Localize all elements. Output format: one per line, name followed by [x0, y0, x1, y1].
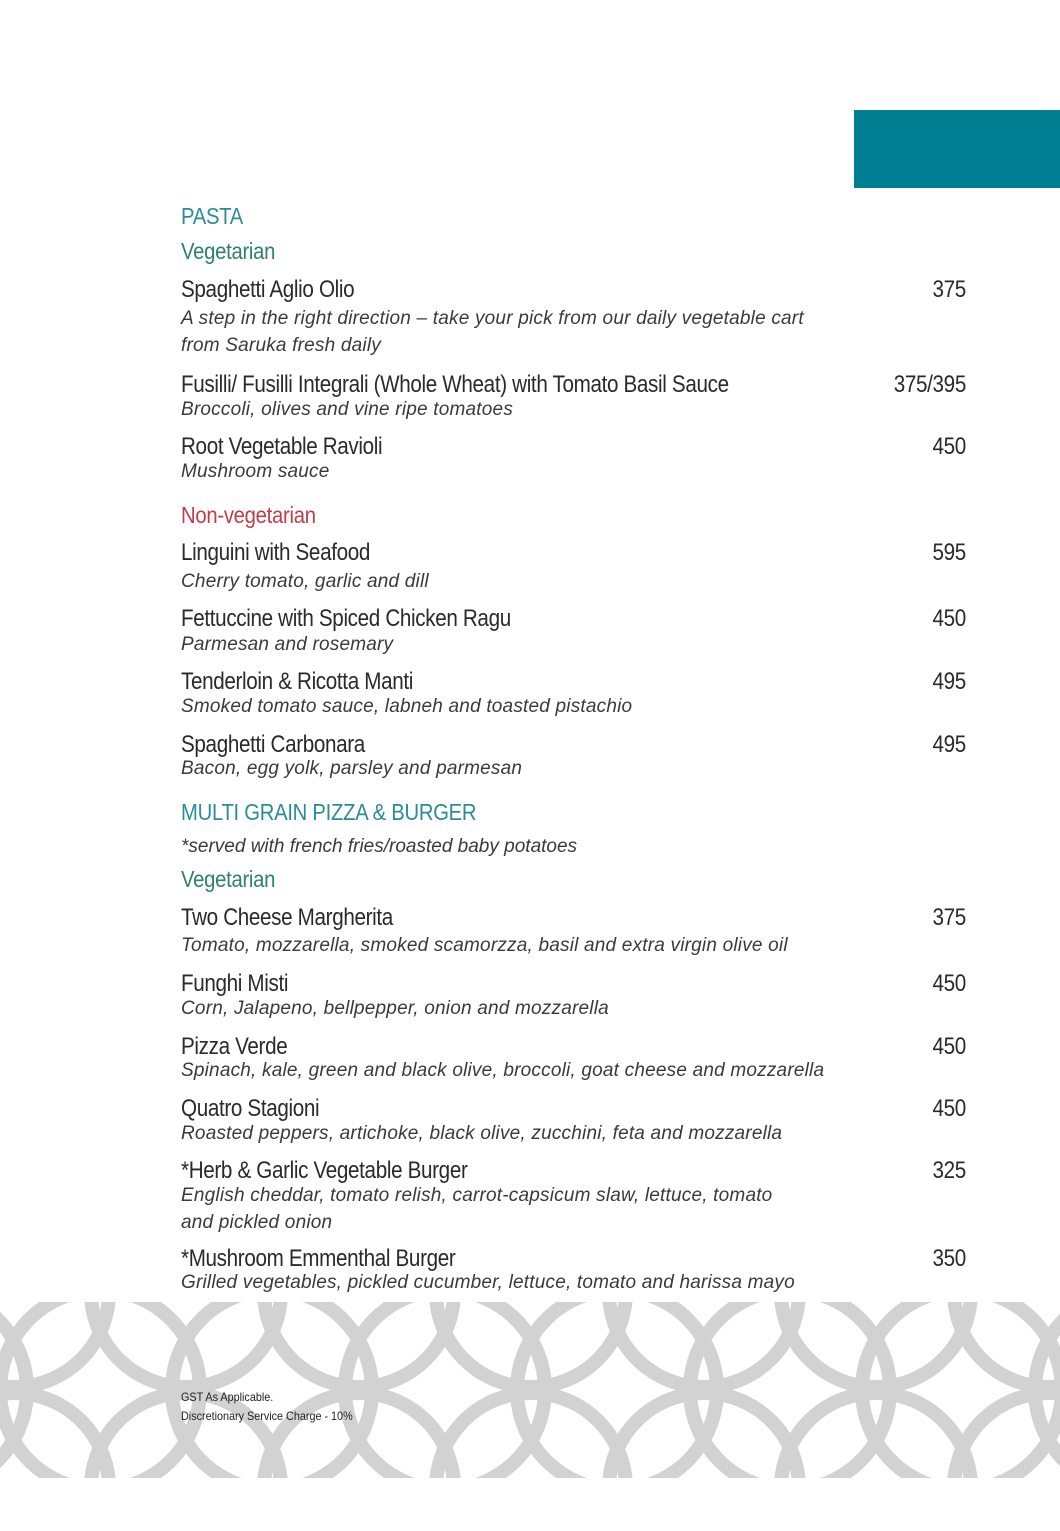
- menu-item-name: Fettuccine with Spiced Chicken Ragu: [181, 605, 511, 632]
- teal-header-block: [854, 110, 1060, 188]
- menu-item-name: *Herb & Garlic Vegetable Burger: [181, 1157, 468, 1184]
- vegetarian-subheading: Vegetarian: [181, 238, 276, 264]
- menu-item-name: Spaghetti Carbonara: [181, 731, 365, 758]
- interlocking-circles-pattern: [0, 1302, 1060, 1478]
- menu-item-description: Tomato, mozzarella, smoked scamorzza, basil and extra virgin olive oil: [181, 935, 788, 956]
- menu-item-price: 450: [932, 605, 966, 632]
- menu-item-description: Grilled vegetables, pickled cucumber, lettuce, tomato and harissa mayo: [181, 1272, 795, 1293]
- menu-item-description: Cherry tomato, garlic and dill: [181, 571, 429, 592]
- section-title: PASTA: [181, 203, 244, 229]
- menu-item-description: Mushroom sauce: [181, 461, 330, 482]
- menu-item-price: 495: [932, 668, 966, 695]
- menu-item-name: Funghi Misti: [181, 970, 289, 997]
- menu-item-description: Roasted peppers, artichoke, black olive, zucchini, feta and mozzarella: [181, 1123, 783, 1144]
- section-note: *served with french fries/roasted baby potatoes: [181, 836, 578, 857]
- menu-item-description: Corn, Jalapeno, bellpepper, onion and mozzarella: [181, 998, 609, 1019]
- menu-item-description: from Saruka fresh daily: [181, 335, 381, 356]
- gst-note: GST As Applicable.: [181, 1390, 274, 1404]
- menu-item-price: 450: [932, 433, 966, 460]
- menu-item-description: Bacon, egg yolk, parsley and parmesan: [181, 758, 523, 779]
- menu-item-description: Spinach, kale, green and black olive, broccoli, goat cheese and mozzarella: [181, 1060, 825, 1081]
- menu-item-description: A step in the right direction – take your pick from our daily vegetable cart: [181, 308, 804, 329]
- footer-notes: [181, 1388, 353, 1426]
- menu-item-name: *Mushroom Emmenthal Burger: [181, 1245, 456, 1272]
- menu-item-price: 350: [932, 1245, 966, 1272]
- menu-item-description: Smoked tomato sauce, labneh and toasted pistachio: [181, 696, 633, 717]
- menu-item-price: 495: [932, 731, 966, 758]
- menu-item-name: Tenderloin & Ricotta Manti: [181, 668, 413, 695]
- menu-item-name: Spaghetti Aglio Olio: [181, 276, 355, 303]
- menu-item-description: Broccoli, olives and vine ripe tomatoes: [181, 399, 514, 420]
- menu-item-name: Linguini with Seafood: [181, 539, 370, 566]
- menu-item-price: 595: [932, 539, 966, 566]
- service-charge-note: Discretionary Service Charge - 10%: [181, 1409, 353, 1423]
- menu-item-price: 450: [932, 1033, 966, 1060]
- vegetarian-subheading: Vegetarian: [181, 866, 276, 892]
- menu-item-name: Pizza Verde: [181, 1033, 288, 1060]
- menu-item-price: 375: [932, 904, 966, 931]
- menu-item-name: Root Vegetable Ravioli: [181, 433, 383, 460]
- section-title: MULTI GRAIN PIZZA & BURGER: [181, 799, 477, 825]
- menu-item-price: 450: [932, 970, 966, 997]
- menu-item-name: Quatro Stagioni: [181, 1095, 320, 1122]
- menu-item-price: 325: [932, 1157, 966, 1184]
- menu-item-description: and pickled onion: [181, 1212, 333, 1233]
- non-vegetarian-subheading: Non-vegetarian: [181, 502, 316, 528]
- menu-item-description: Parmesan and rosemary: [181, 634, 394, 655]
- menu-item-price: 375: [932, 276, 966, 303]
- menu-item-name: Two Cheese Margherita: [181, 904, 393, 931]
- menu-item-price: 450: [932, 1095, 966, 1122]
- menu-item-name: Fusilli/ Fusilli Integrali (Whole Wheat) with Tomato Basil Sauce: [181, 371, 729, 398]
- menu-item-price: 375/395: [893, 371, 966, 398]
- menu-item-description: English cheddar, tomato relish, carrot-capsicum slaw, lettuce, tomato: [181, 1185, 773, 1206]
